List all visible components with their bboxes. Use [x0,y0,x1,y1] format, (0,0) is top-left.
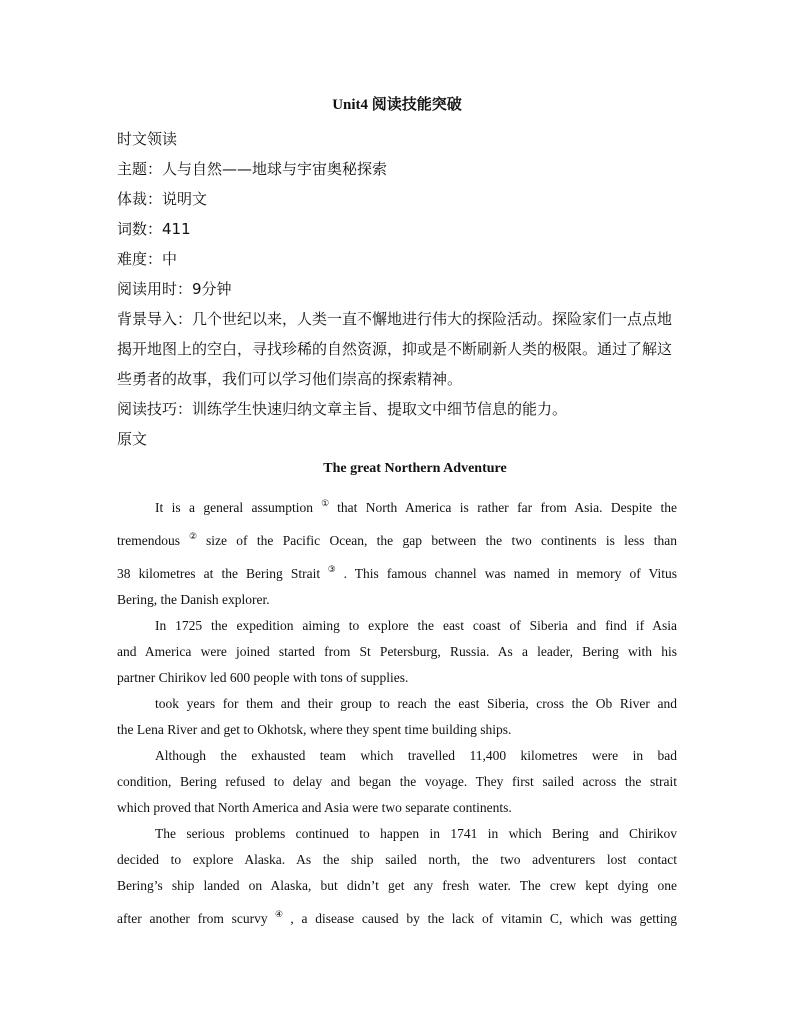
text-line: which proved that North America and Asia were two separate continents. [117,800,512,815]
background-paragraph: 背景导入：几个世纪以来，人类一直不懈地进行伟大的探险活动。探险家们一点点地揭开地图上的空白，寻找珍稀的自然资源，抑或是不断刷新人类的极限。通过了解这些勇者的故事，我们可以学习他们崇高的探索精神。 [117,310,673,388]
text-line: and America were joined started from St Petersburg, Russia. As a leader, Bering with his [117,644,677,659]
text-line: In 1725 the expedition aiming to explore the east coast of Siberia and find if Asia [155,618,677,633]
section-label: 时文领读 [117,130,178,148]
footnote-marker: ④ [270,910,288,920]
genre-line: 体裁：说明文 [117,190,208,208]
text-segment: size of the Pacific Ocean, the gap between the two continents is less than [205,533,677,548]
text-line: Bering’s ship landed on Alaska, but didn’t get any fresh water. The crew kept dying one [117,878,677,893]
text-line: took years for them and their group to reach the east Siberia, cross the Ob River and [155,696,677,711]
text-segment: . This famous channel was named in memory of Vitus [343,566,677,581]
text-segment: after another from scurvy [117,911,268,926]
text-segment: 38 kilometres at the Bering Strait [117,566,321,581]
article-body [117,488,677,932]
unit-title: Unit4 阅读技能突破 [332,97,462,113]
text-segment: tremendous [117,533,180,548]
reading-meta [117,124,677,454]
text-line: decided to explore Alaska. As the ship sailed north, the two adventurers lost contact [117,852,677,867]
text-line [117,899,677,932]
word-count-line: 词数：411 [117,220,191,238]
reading-time-line: 阅读用时：9分钟 [117,280,232,298]
text-line [117,488,677,521]
text-segment: that North America is rather far from Asia. Despite the [337,500,677,515]
text-line: Bering, the Danish explorer. [117,592,270,607]
text-line: Although the exhausted team which travelled 11,400 kilometres were in bad [155,748,677,763]
text-line: the Lena River and get to Okhotsk, where they spent time building ships. [117,722,512,737]
reading-skill-line: 阅读技巧：训练学生快速归纳文章主旨、提取文中细节信息的能力。 [117,400,568,418]
text-line: partner Chirikov led 600 people with tons of supplies. [117,670,409,685]
theme-line: 主题：人与自然——地球与宇宙奥秘探索 [117,160,388,178]
difficulty-line: 难度：中 [117,250,178,268]
text-segment: It is a general assumption [155,500,314,515]
text-line: The serious problems continued to happen in 1741 in which Bering and Chirikov [155,826,677,841]
footnote-marker: ① [316,499,335,509]
footnote-marker: ② [183,532,203,542]
footnote-marker: ③ [323,565,341,575]
article-title: The great Northern Adventure [323,461,507,476]
text-line: condition, Bering refused to delay and began the voyage. They first sailed across the strait [117,774,677,789]
text-segment: , a disease caused by the lack of vitamin C, which was getting [290,911,677,926]
text-line [117,521,677,554]
original-text-label: 原文 [117,430,148,448]
text-line [117,554,677,587]
